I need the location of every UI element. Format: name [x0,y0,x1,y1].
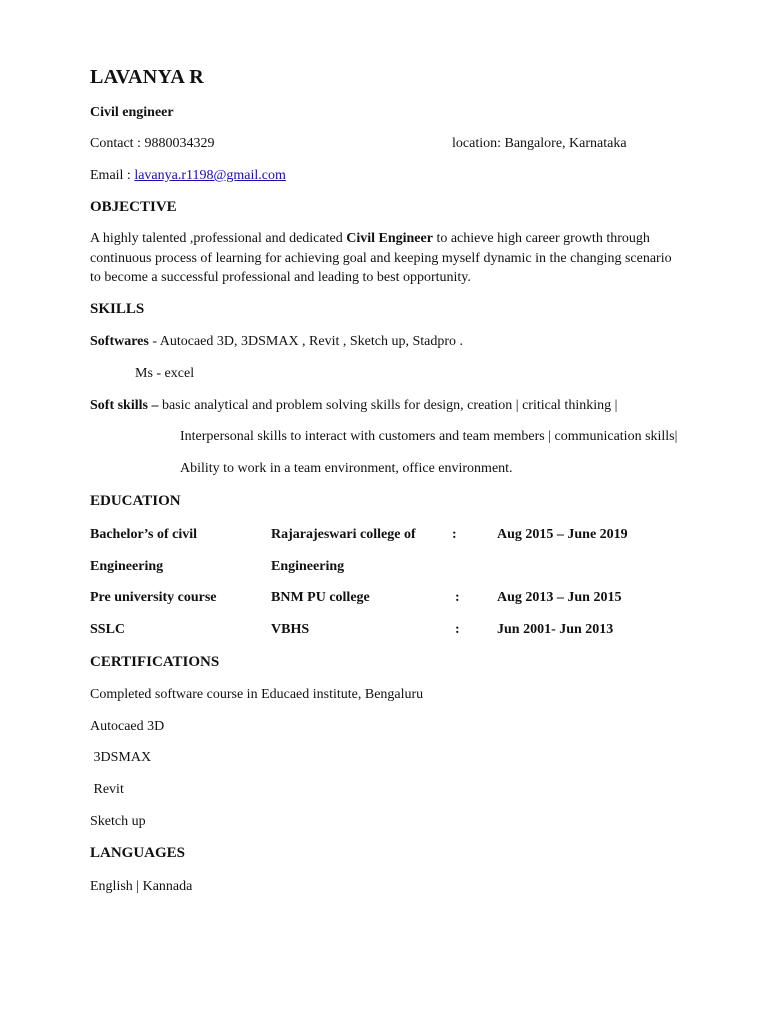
email-line [90,166,286,185]
objective-text-pre: A highly talented ,professional and dedicated [90,231,347,246]
edu-degree: SSLC [90,622,126,637]
languages-value: English | Kannada [90,879,193,894]
languages-heading: LANGUAGES [90,845,186,861]
contact-label: Contact : [90,136,145,151]
education-heading: EDUCATION [90,493,181,509]
candidate-title: Civil engineer [90,105,174,120]
email-link[interactable]: lavanya.r1198@gmail.com [134,168,286,183]
email-label: Email : [90,168,135,183]
edu-institute: VBHS [271,622,310,637]
edu-dates: Jun 2001- Jun 2013 [497,622,614,637]
edu-institute: Engineering [271,559,345,574]
software-label: Softwares [90,334,149,349]
edu-separator: : [452,527,457,542]
certification-item: Completed software course in Educaed institute, Bengaluru [90,687,424,702]
software-extra: Ms - excel [135,366,195,381]
location-value: Bangalore, Karnataka [504,136,627,151]
objective-heading: OBJECTIVE [90,199,177,215]
edu-degree: Pre university course [90,590,217,605]
candidate-name: LAVANYA R [90,66,205,88]
contact-line [90,134,214,153]
edu-institute: Rajarajeswari college of [271,527,416,542]
certification-item: 3DSMAX [90,750,152,765]
edu-degree: Bachelor’s of civil [90,527,198,542]
soft-skills-line1: basic analytical and problem solving skills for design, creation | critical thinking | [158,398,618,413]
edu-degree: Engineering [90,559,164,574]
contact-phone: 9880034329 [144,136,215,151]
software-skills-line [90,332,463,351]
edu-dates: Aug 2015 – June 2019 [497,527,628,542]
edu-separator: : [455,590,460,605]
edu-dates: Aug 2013 – Jun 2015 [497,590,622,605]
soft-skills-line [90,396,617,415]
location-label: location: [452,136,505,151]
objective-text-bold: Civil Engineer [346,231,433,246]
edu-institute: BNM PU college [271,590,370,605]
certification-item: Sketch up [90,814,146,829]
soft-skills-label: Soft skills – [90,398,159,413]
edu-separator: : [455,622,460,637]
location-line [452,134,627,153]
objective-text-post: to achieve high career growth through continuous process of learning for achieving goal and keeping myself dynamic in the changing scenario to become a successful professional and leading to best opportunity. [90,231,672,285]
soft-skills-line3: Ability to work in a team environment, office environment. [180,461,513,476]
certification-item: Revit [90,782,124,797]
objective-text [90,229,680,288]
soft-skills-line2: Interpersonal skills to interact with customers and team members | communication skills| [180,429,678,444]
skills-heading: SKILLS [90,301,145,317]
certification-item: Autocaed 3D [90,719,165,734]
software-value: - Autocaed 3D, 3DSMAX , Revit , Sketch up, Stadpro . [148,334,464,349]
certifications-heading: CERTIFICATIONS [90,654,220,670]
